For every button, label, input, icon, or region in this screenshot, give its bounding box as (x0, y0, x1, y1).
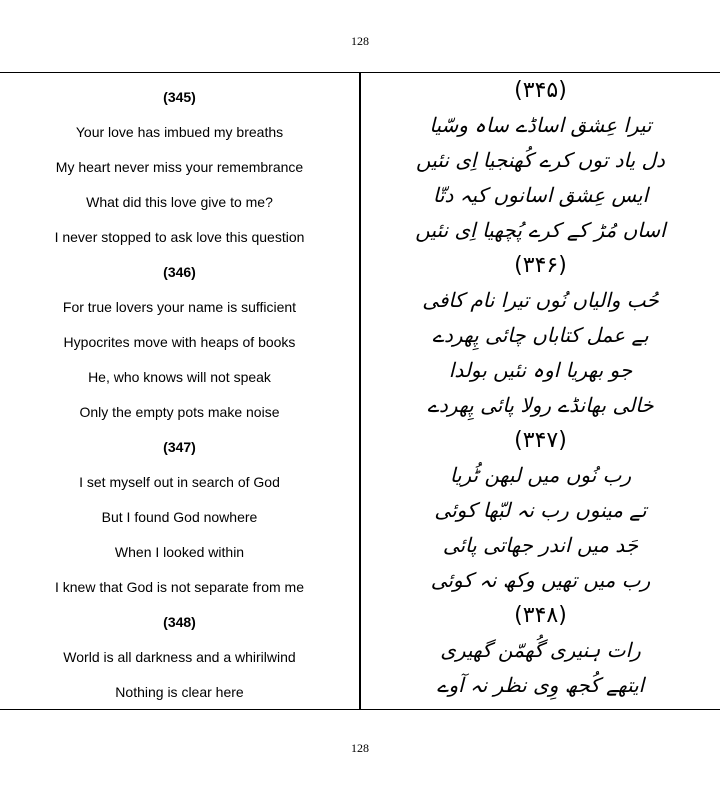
page-number-bottom: 128 (351, 741, 369, 755)
urdu-line: رات ہنیری گُھمّن گھیری (440, 638, 641, 662)
poem-table (0, 72, 720, 710)
urdu-column (361, 73, 720, 703)
urdu-verse-number: (۳۴۷) (514, 428, 567, 453)
english-verse-number: (347) (163, 439, 196, 455)
english-verse-number: (348) (163, 614, 196, 630)
english-line: Hypocrites move with heaps of books (63, 334, 296, 350)
urdu-line: اساں مُڑ کے کرے پُچھیا اِی نئیں (415, 218, 666, 242)
english-line: My heart never miss your remembrance (55, 159, 304, 175)
urdu-line: بے عمل کتاباں چائی پِھردے (432, 323, 649, 347)
english-verse-number: (345) (163, 89, 196, 105)
english-line: World is all darkness and a whirilwind (63, 649, 296, 665)
english-line: For true lovers your name is sufficient (62, 299, 297, 315)
urdu-line: جَد میں اندر جھاتی پائی (442, 533, 639, 557)
english-line: I set myself out in search of God (79, 474, 280, 490)
english-line: I never stopped to ask love this question (54, 229, 305, 245)
english-verse-number: (346) (163, 264, 196, 280)
urdu-line: حُب والیاں نُوں تیرا نام کافی (422, 288, 659, 312)
english-line: When I looked within (114, 544, 245, 560)
english-line: Only the empty pots make noise (79, 404, 280, 420)
urdu-line: خالی بھانڈے رولا پائی پِھردے (427, 393, 654, 417)
english-line: But I found God nowhere (101, 509, 258, 525)
urdu-line: ایس عِشق اسانوں کیہ دتّا (432, 183, 649, 207)
urdu-line: رب میں تھیں وکھ نہ کوئی (430, 568, 651, 592)
urdu-line: ایتھے کُجھ وِی نظر نہ آوے (436, 673, 645, 697)
english-line: I knew that God is not separate from me (54, 579, 304, 595)
urdu-line: جو بھریا اوہ نئیں بولدا (448, 358, 633, 382)
urdu-verse-number: (۳۴۸) (514, 603, 567, 628)
urdu-line: تے مینوں رب نہ لبّھا کوئی (434, 498, 647, 522)
english-line: He, who knows will not speak (88, 369, 271, 385)
urdu-line: دل یاد توں کرے کُھنجیا اِی نئیں (416, 148, 665, 172)
urdu-line: رب نُوں میں لبھن ٹُریا (449, 463, 632, 487)
urdu-verse-number: (۳۴۵) (514, 78, 567, 103)
english-line: Your love has imbued my breaths (75, 124, 284, 140)
urdu-verse-number: (۳۴۶) (514, 253, 567, 278)
english-column (0, 80, 359, 710)
urdu-line: تیرا عِشق اساڈے ساہ وسّیا (429, 113, 652, 137)
english-line: Nothing is clear here (115, 684, 244, 700)
english-line: What did this love give to me? (86, 194, 273, 210)
page-number-top: 128 (351, 34, 369, 48)
